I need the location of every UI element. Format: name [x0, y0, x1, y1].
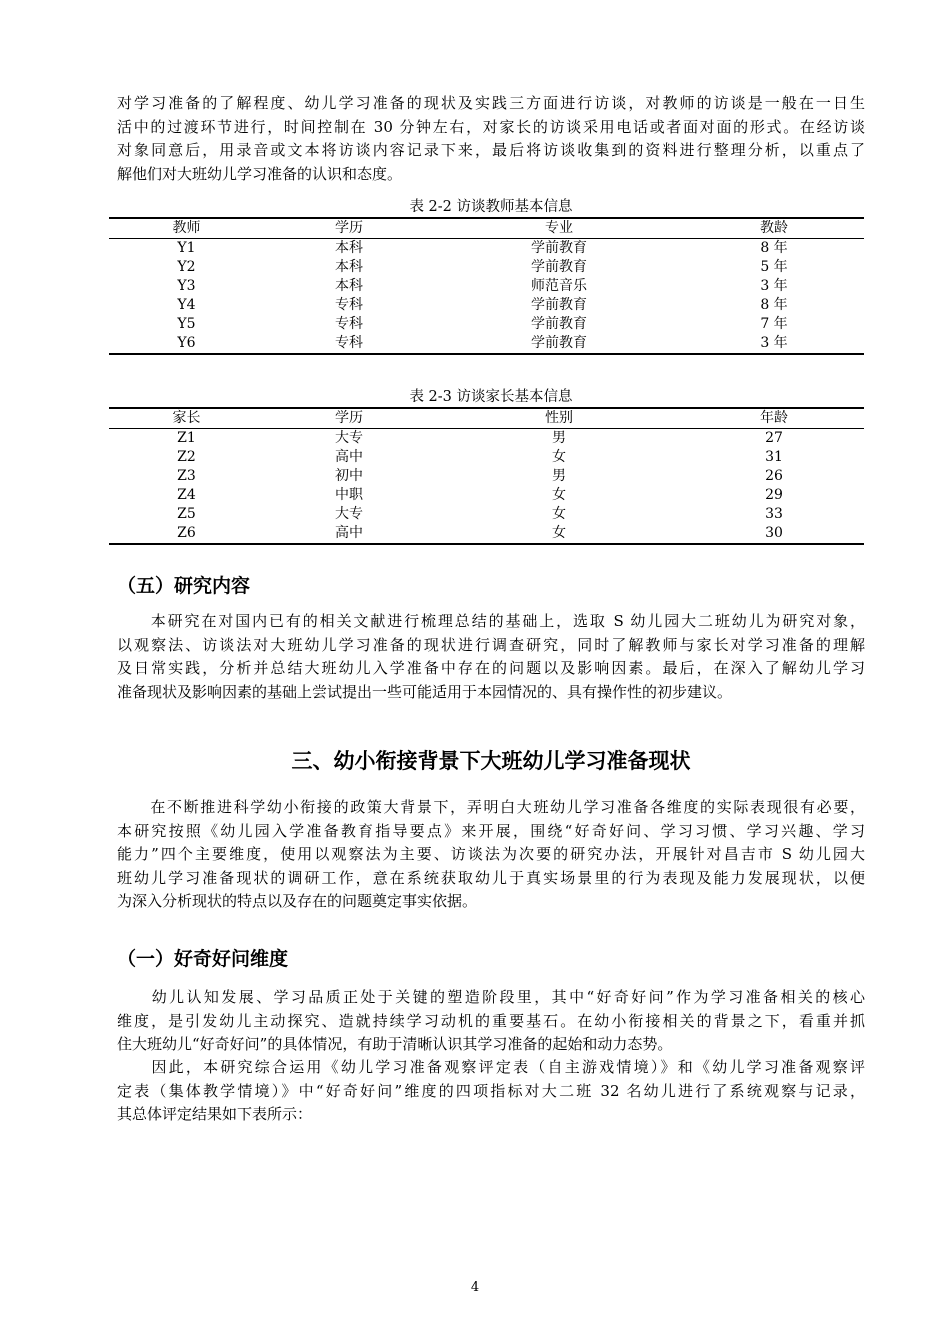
table-cell: Y1 [177, 240, 196, 256]
text-line: 准备现状及影响因素的基础上尝试提出一些可能适用于本园情况的、具有操作性的初步建议。 [117, 682, 733, 701]
table-cell: 女 [552, 449, 566, 465]
chapter-heading: 三、幼小衔接背景下大班幼儿学习准备现状 [291, 749, 691, 773]
table-cell: 8 年 [760, 240, 788, 256]
table-cell: 中职 [335, 487, 363, 503]
table-cell: 5 年 [760, 259, 788, 275]
text-line: 因此，本研究综合运用《幼儿学习准备观察评定表（自主游戏情境）》和《幼儿学习准备观察评 [117, 1058, 865, 1076]
text-line: 本研究按照《幼儿园入学准备教育指导要点》来开展，围绕“好奇好问、学习习惯、学习兴趣、学习 [117, 821, 865, 840]
table-cell: 专科 [264, 334, 434, 354]
table-cell: 女 [552, 506, 566, 522]
table-row [109, 296, 864, 315]
text-line: 班幼儿学习准备现状的调研工作，意在系统获取幼儿于真实场景里的行为表现及能力发展现状，以便 [117, 868, 865, 887]
table-cell: 27 [765, 430, 783, 446]
table-cell: 29 [765, 487, 783, 503]
table-cell: 学前教育 [531, 297, 587, 313]
section-heading-curiosity: （一）好奇好问维度 [117, 948, 289, 970]
table-cell: 大专 [335, 506, 363, 522]
header-cell: 家长 [109, 408, 264, 429]
curiosity-paragraph-2 [117, 1056, 865, 1127]
table-cell: 7 年 [760, 316, 788, 332]
intro-paragraph [117, 92, 865, 186]
text-line: 住大班幼儿“好奇好问”的具体情况，有助于清晰认识其学习准备的起始和动力态势。 [117, 1035, 673, 1053]
page-number: 4 [470, 1280, 480, 1295]
table-cell: 高中 [335, 449, 363, 465]
curiosity-paragraph-1 [117, 986, 865, 1057]
table-caption-teachers: 表 2-2 访谈教师基本信息 [409, 199, 573, 215]
table-cell: 女 [434, 524, 684, 544]
header-cell: 教师 [109, 218, 264, 239]
text-line: 其总体评定结果如下表所示： [117, 1105, 313, 1123]
text-line: 在不断推进科学幼小衔接的政策大背景下，弄明白大班幼儿学习准备各维度的实际表现很有必要， [117, 798, 865, 816]
table-cell: 初中 [335, 468, 363, 484]
table-cell: 师范音乐 [531, 278, 587, 294]
table-cell: 女 [552, 487, 566, 503]
table-cell: Y2 [177, 259, 196, 275]
header-cell: 性别 [434, 408, 684, 429]
table-row [109, 486, 864, 505]
table-cell: 大专 [335, 430, 363, 446]
chapter-intro-paragraph [117, 796, 865, 914]
table-cell: Y3 [177, 278, 196, 294]
header-cell: 学历 [264, 218, 434, 239]
text-line: 本研究在对国内已有的相关文献进行梳理总结的基础上，选取 S 幼儿园大二班幼儿为研究对象， [117, 612, 865, 630]
table-cell: 8 年 [760, 297, 788, 313]
table-cell: Z3 [177, 468, 196, 484]
table-cell: 30 [684, 524, 864, 544]
table-cell: 本科 [335, 240, 363, 256]
table-row [109, 239, 864, 259]
table-row [109, 448, 864, 467]
header-cell: 专业 [434, 218, 684, 239]
text-line: 解他们对大班幼儿学习准备的认识和态度。 [117, 164, 403, 183]
table-cell: Z6 [109, 524, 264, 544]
text-line: 幼儿认知发展、学习品质正处于关键的塑造阶段里，其中“好奇好问”作为学习准备相关的核心 [117, 988, 865, 1006]
text-line: 定表（集体教学情境）》中“好奇好问”维度的四项指标对大二班 32 名幼儿进行了系统观察与记录， [117, 1081, 865, 1100]
table-cell: 学前教育 [531, 316, 587, 332]
text-line: 活中的过渡环节进行，时间控制在 30 分钟左右，对家长的访谈采用电话或者面对面的形式。在经访谈 [117, 117, 865, 136]
table-row [109, 258, 864, 277]
table-row [109, 524, 864, 544]
table-cell: 专科 [335, 316, 363, 332]
table-row [109, 315, 864, 334]
table-cell: 学前教育 [531, 240, 587, 256]
text-line: 及日常实践，分析并总结大班幼儿入学准备中存在的问题以及影响因素。最后，在深入了解幼儿学习 [117, 659, 865, 677]
table-caption-parents: 表 2-3 访谈家长基本信息 [409, 389, 573, 405]
table-cell: 学前教育 [531, 259, 587, 275]
text-line: 对学习准备的了解程度、幼儿学习准备的现状及实践三方面进行访谈，对教师的访谈是一般在一日生 [117, 94, 865, 112]
table-cell: 本科 [335, 278, 363, 294]
text-line: 维度，是引发幼儿主动探究、造就持续学习动机的重要基石。在幼小衔接相关的背景之下，看重并抓 [117, 1011, 865, 1030]
header-cell: 教龄 [684, 218, 864, 239]
text-line: 为深入分析现状的特点以及存在的问题奠定事实依据。 [117, 892, 478, 910]
header-cell: 年龄 [684, 408, 864, 429]
table-cell: 学前教育 [434, 334, 684, 354]
section-heading-research-content: （五）研究内容 [117, 575, 251, 597]
table-cell: 3 年 [760, 278, 788, 294]
text-line: 能力”四个主要维度，使用以观察法为主要、访谈法为次要的研究办法，开展针对昌吉市 S 幼儿园大 [117, 845, 865, 863]
text-line: 对象同意后，用录音或文本将访谈内容记录下来，最后将访谈收集到的资料进行整理分析，以重点了 [117, 141, 865, 159]
table-row [109, 277, 864, 296]
table-cell: 男 [552, 468, 566, 484]
table-header-row [109, 218, 864, 239]
table-cell: 专科 [335, 297, 363, 313]
table-cell: 高中 [264, 524, 434, 544]
table-cell: Y6 [109, 334, 264, 354]
text-line: 以观察法、访谈法对大班幼儿学习准备的现状进行调查研究，同时了解教师与家长对学习准备的理解 [117, 635, 865, 654]
table-row [109, 467, 864, 486]
table-row [109, 429, 864, 449]
table-cell: Z1 [177, 430, 196, 446]
table-cell: 31 [765, 449, 783, 465]
table-cell: 男 [552, 430, 566, 446]
table-row [109, 505, 864, 524]
table-row [109, 334, 864, 354]
table-cell: Z4 [177, 487, 196, 503]
teacher-info-table [109, 217, 864, 355]
table-header-row [109, 408, 864, 429]
research-content-paragraph [117, 610, 865, 704]
parent-info-table [109, 407, 864, 545]
table-cell: Y4 [177, 297, 196, 313]
header-cell: 学历 [264, 408, 434, 429]
table-cell: 33 [765, 506, 783, 522]
table-cell: 本科 [335, 259, 363, 275]
table-cell: Z2 [177, 449, 196, 465]
table-cell: 26 [765, 468, 783, 484]
table-cell: 3 年 [684, 334, 864, 354]
table-cell: Y5 [177, 316, 196, 332]
table-cell: Z5 [177, 506, 196, 522]
